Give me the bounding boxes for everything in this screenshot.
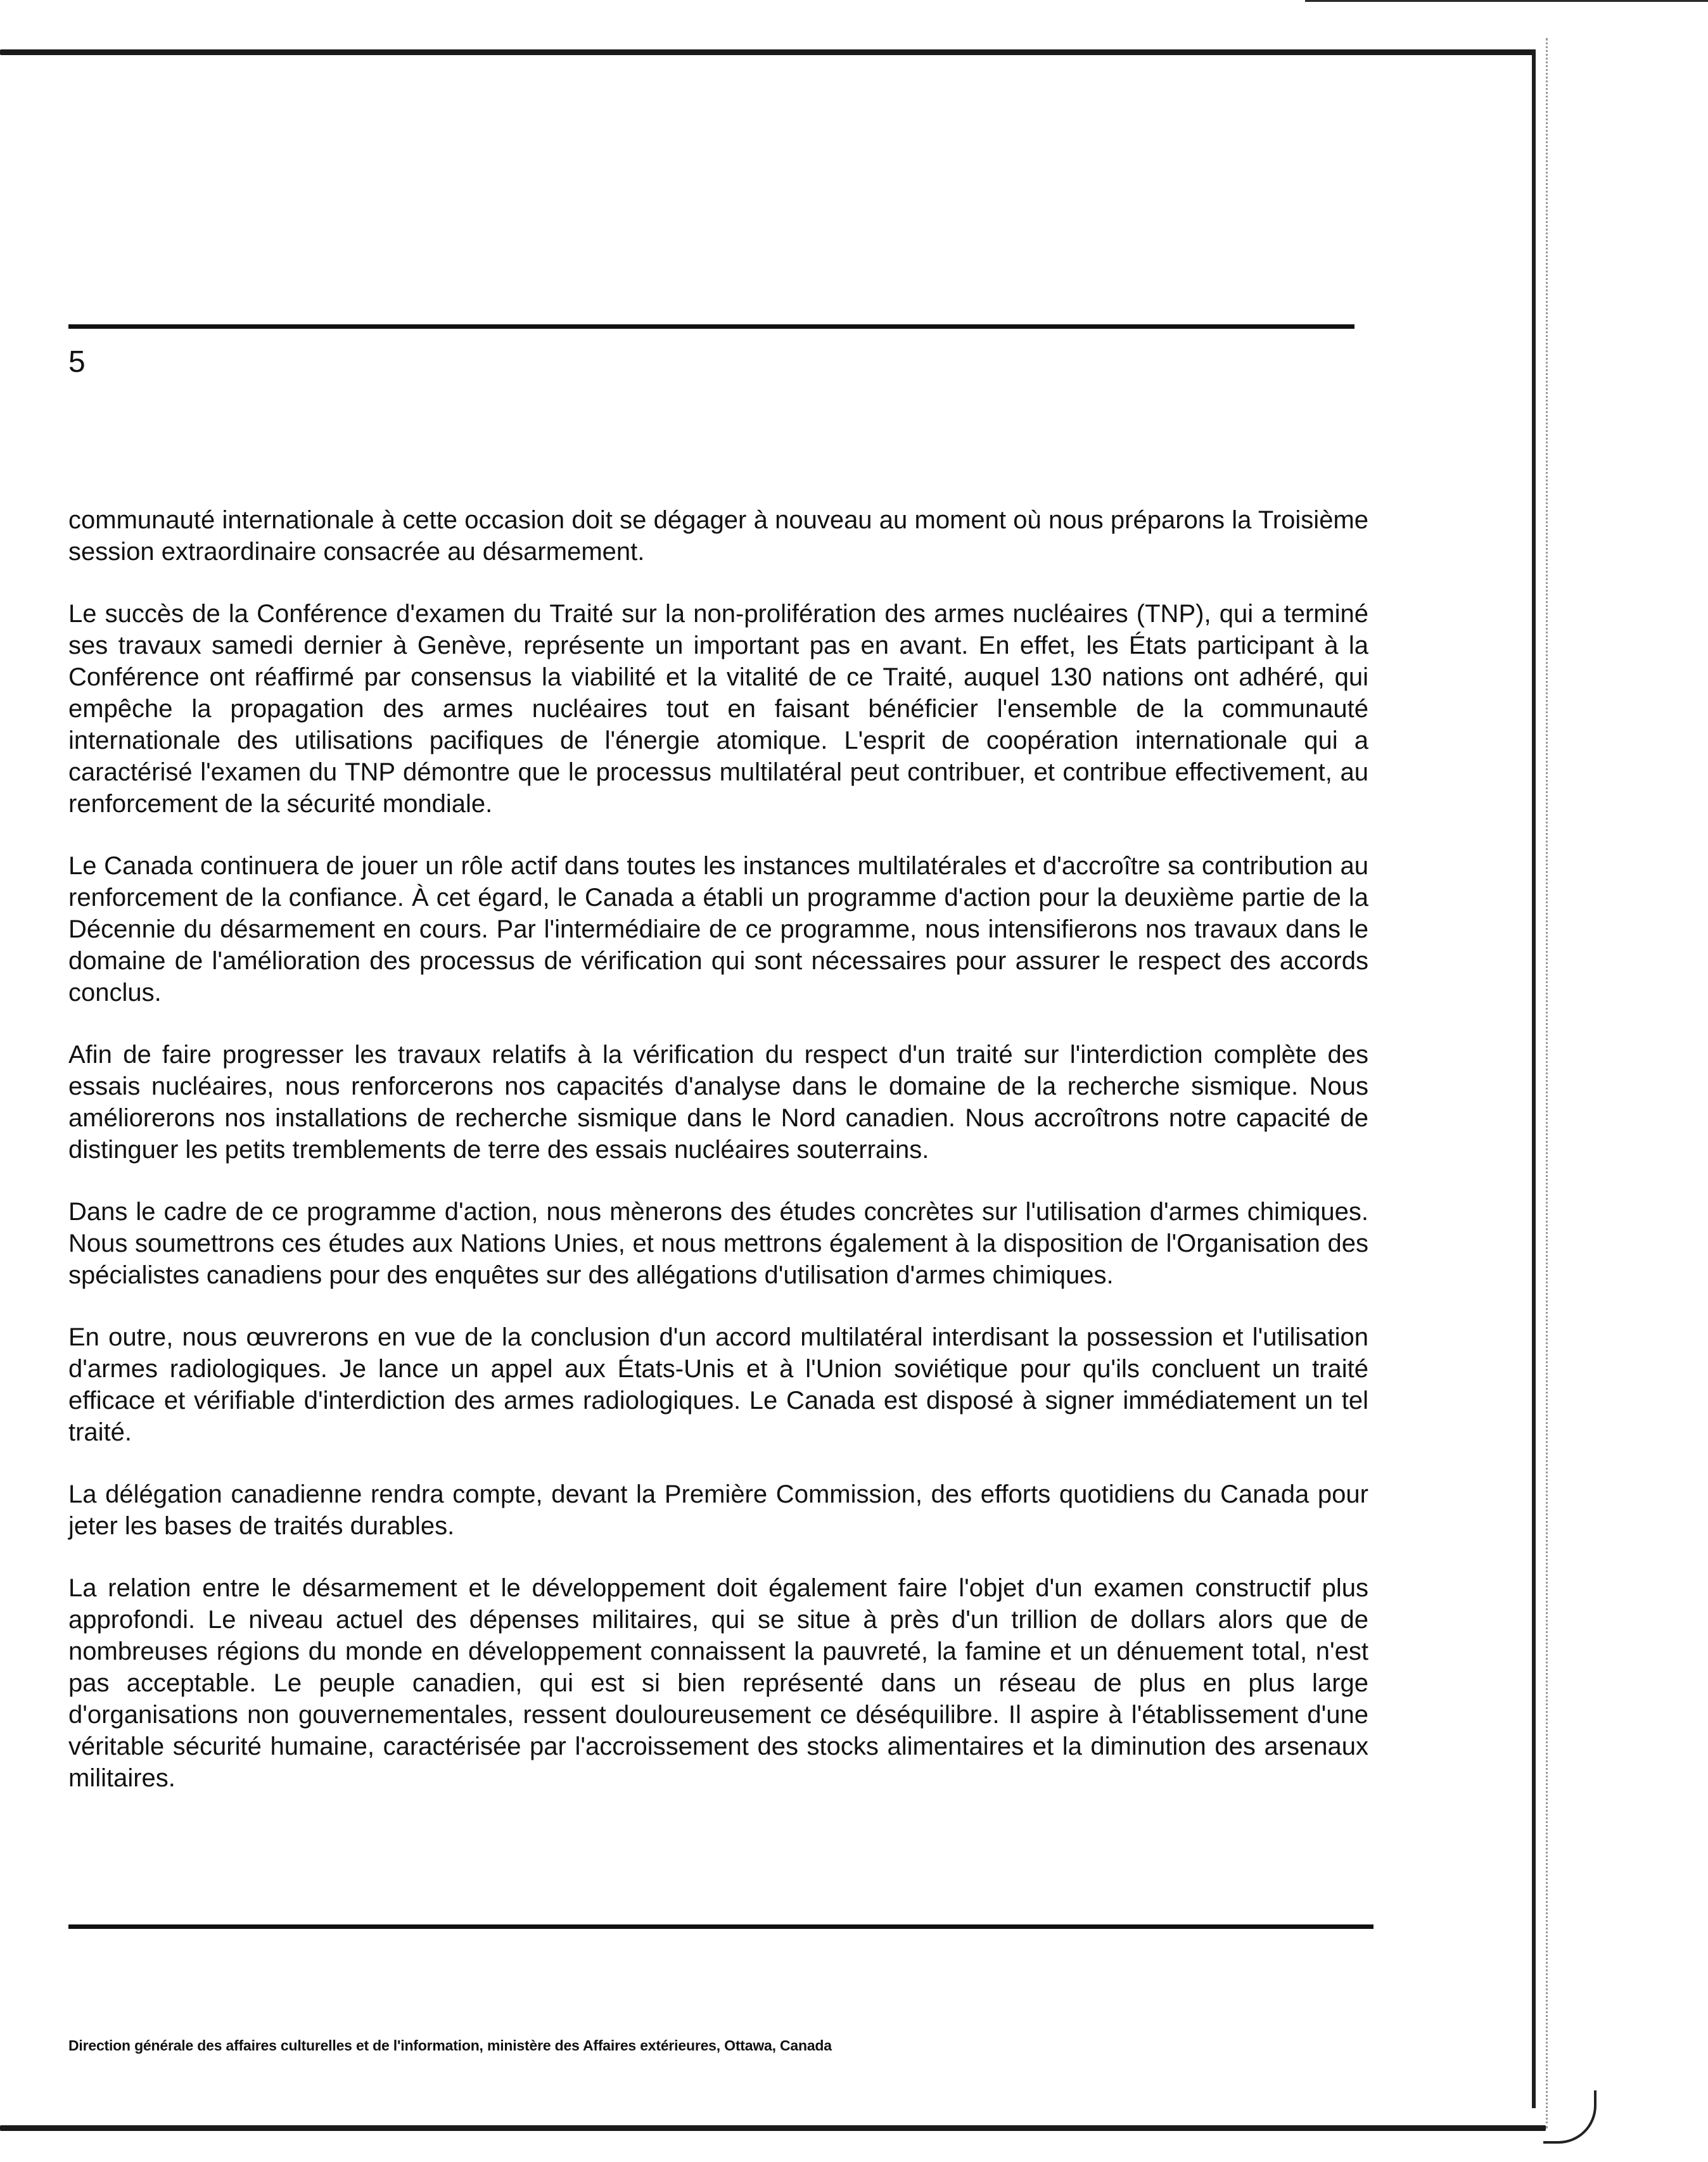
paragraph: communauté internationale à cette occasion doit se dégager à nouveau au moment où nous préparons la Troisième session extraordinaire consacrée au désarmement. [68,506,1368,566]
scan-frame-right [1532,49,1536,2108]
paragraph: La délégation canadienne rendra compte, devant la Première Commission, des efforts quotidiens du Canada pour jeter les bases de traités durables. [68,1480,1368,1540]
paragraph: Afin de faire progresser les travaux relatifs à la vérification du respect d'un traité sur l'interdiction complète des essais nucléaires, nous renforcerons nos capacités d'analyse dans le domaine de la recherche sismique. Nous améliorerons nos installations de recherche sismique dans le Nord canadien. Nous accroîtrons notre capacité de distinguer les petits tremblements de terre des essais nucléaires souterrains. [68,1041,1368,1164]
scan-edge-right [1546,38,1548,2128]
body-text [68,504,1368,1824]
header-rule [68,324,1354,329]
paragraph: Dans le cadre de ce programme d'action, nous mènerons des études concrètes sur l'utilisation d'armes chimiques. Nous soumettrons ces études aux Nations Unies, et nous mettrons également à la disposition de l'Organisation des spécialistes canadiens pour des enquêtes sur des allégations d'utilisation d'armes chimiques. [68,1198,1368,1289]
paragraph: Le succès de la Conférence d'examen du Traité sur la non-prolifération des armes nucléaires (TNP), qui a terminé ses travaux samedi dernier à Genève, représente un important pas en avant. En effet, les États participant à la Conférence ont réaffirmé par consensus la viabilité et la vitalité de ce Traité, auquel 130 nations ont adhéré, qui empêche la propagation des armes nucléaires tout en faisant bénéficier l'ensemble de la communauté internationale des utilisations pacifiques de l'énergie atomique. L'esprit de coopération internationale qui a caractérisé l'examen du TNP démontre que le processus multilatéral peut contribuer, et contribue effectivement, au renforcement de la sécurité mondiale. [68,600,1368,818]
footer-rule [68,1924,1373,1929]
footer-credit: Direction générale des affaires culturelles et de l'information, ministère des Affaires extérieures, Ottawa, Canada [68,2037,832,2054]
paragraph: La relation entre le désarmement et le développement doit également faire l'objet d'un examen constructif plus approfondi. Le niveau actuel des dépenses militaires, qui se situe à près d'un trillion de dollars alors que de nombreuses régions du monde en développement connaissent la pauvreté, la famine et un dénuement total, n'est pas acceptable. Le peuple canadien, qui est si bien représenté dans un réseau de plus en plus large d'organisations non gouvernementales, ressent douloureusement ce déséquilibre. Il aspire à l'établissement d'une véritable sécurité humaine, caractérisée par l'accroissement des stocks alimentaires et la diminution des arsenaux militaires. [68,1574,1368,1792]
scan-page-curl [1543,2090,1596,2144]
page-number: 5 [68,345,86,379]
scan-frame-top [0,49,1533,55]
scan-frame-bottom [0,2125,1546,2131]
scan-frame-top-thin [1305,0,1708,2]
paragraph: En outre, nous œuvrerons en vue de la conclusion d'un accord multilatéral interdisant la possession et l'utilisation d'armes radiologiques. Je lance un appel aux États-Unis et à l'Union soviétique pour qu'ils concluent un traité efficace et vérifiable d'interdiction des armes radiologiques. Le Canada est disposé à signer immédiatement un tel traité. [68,1323,1368,1446]
paragraph: Le Canada continuera de jouer un rôle actif dans toutes les instances multilatérales et d'accroître sa contribution au renforcement de la confiance. À cet égard, le Canada a établi un programme d'action pour la deuxième partie de la Décennie du désarmement en cours. Par l'intermédiaire de ce programme, nous intensifierons nos travaux dans le domaine de l'amélioration des processus de vérification qui sont nécessaires pour assurer le respect des accords conclus. [68,852,1368,1007]
